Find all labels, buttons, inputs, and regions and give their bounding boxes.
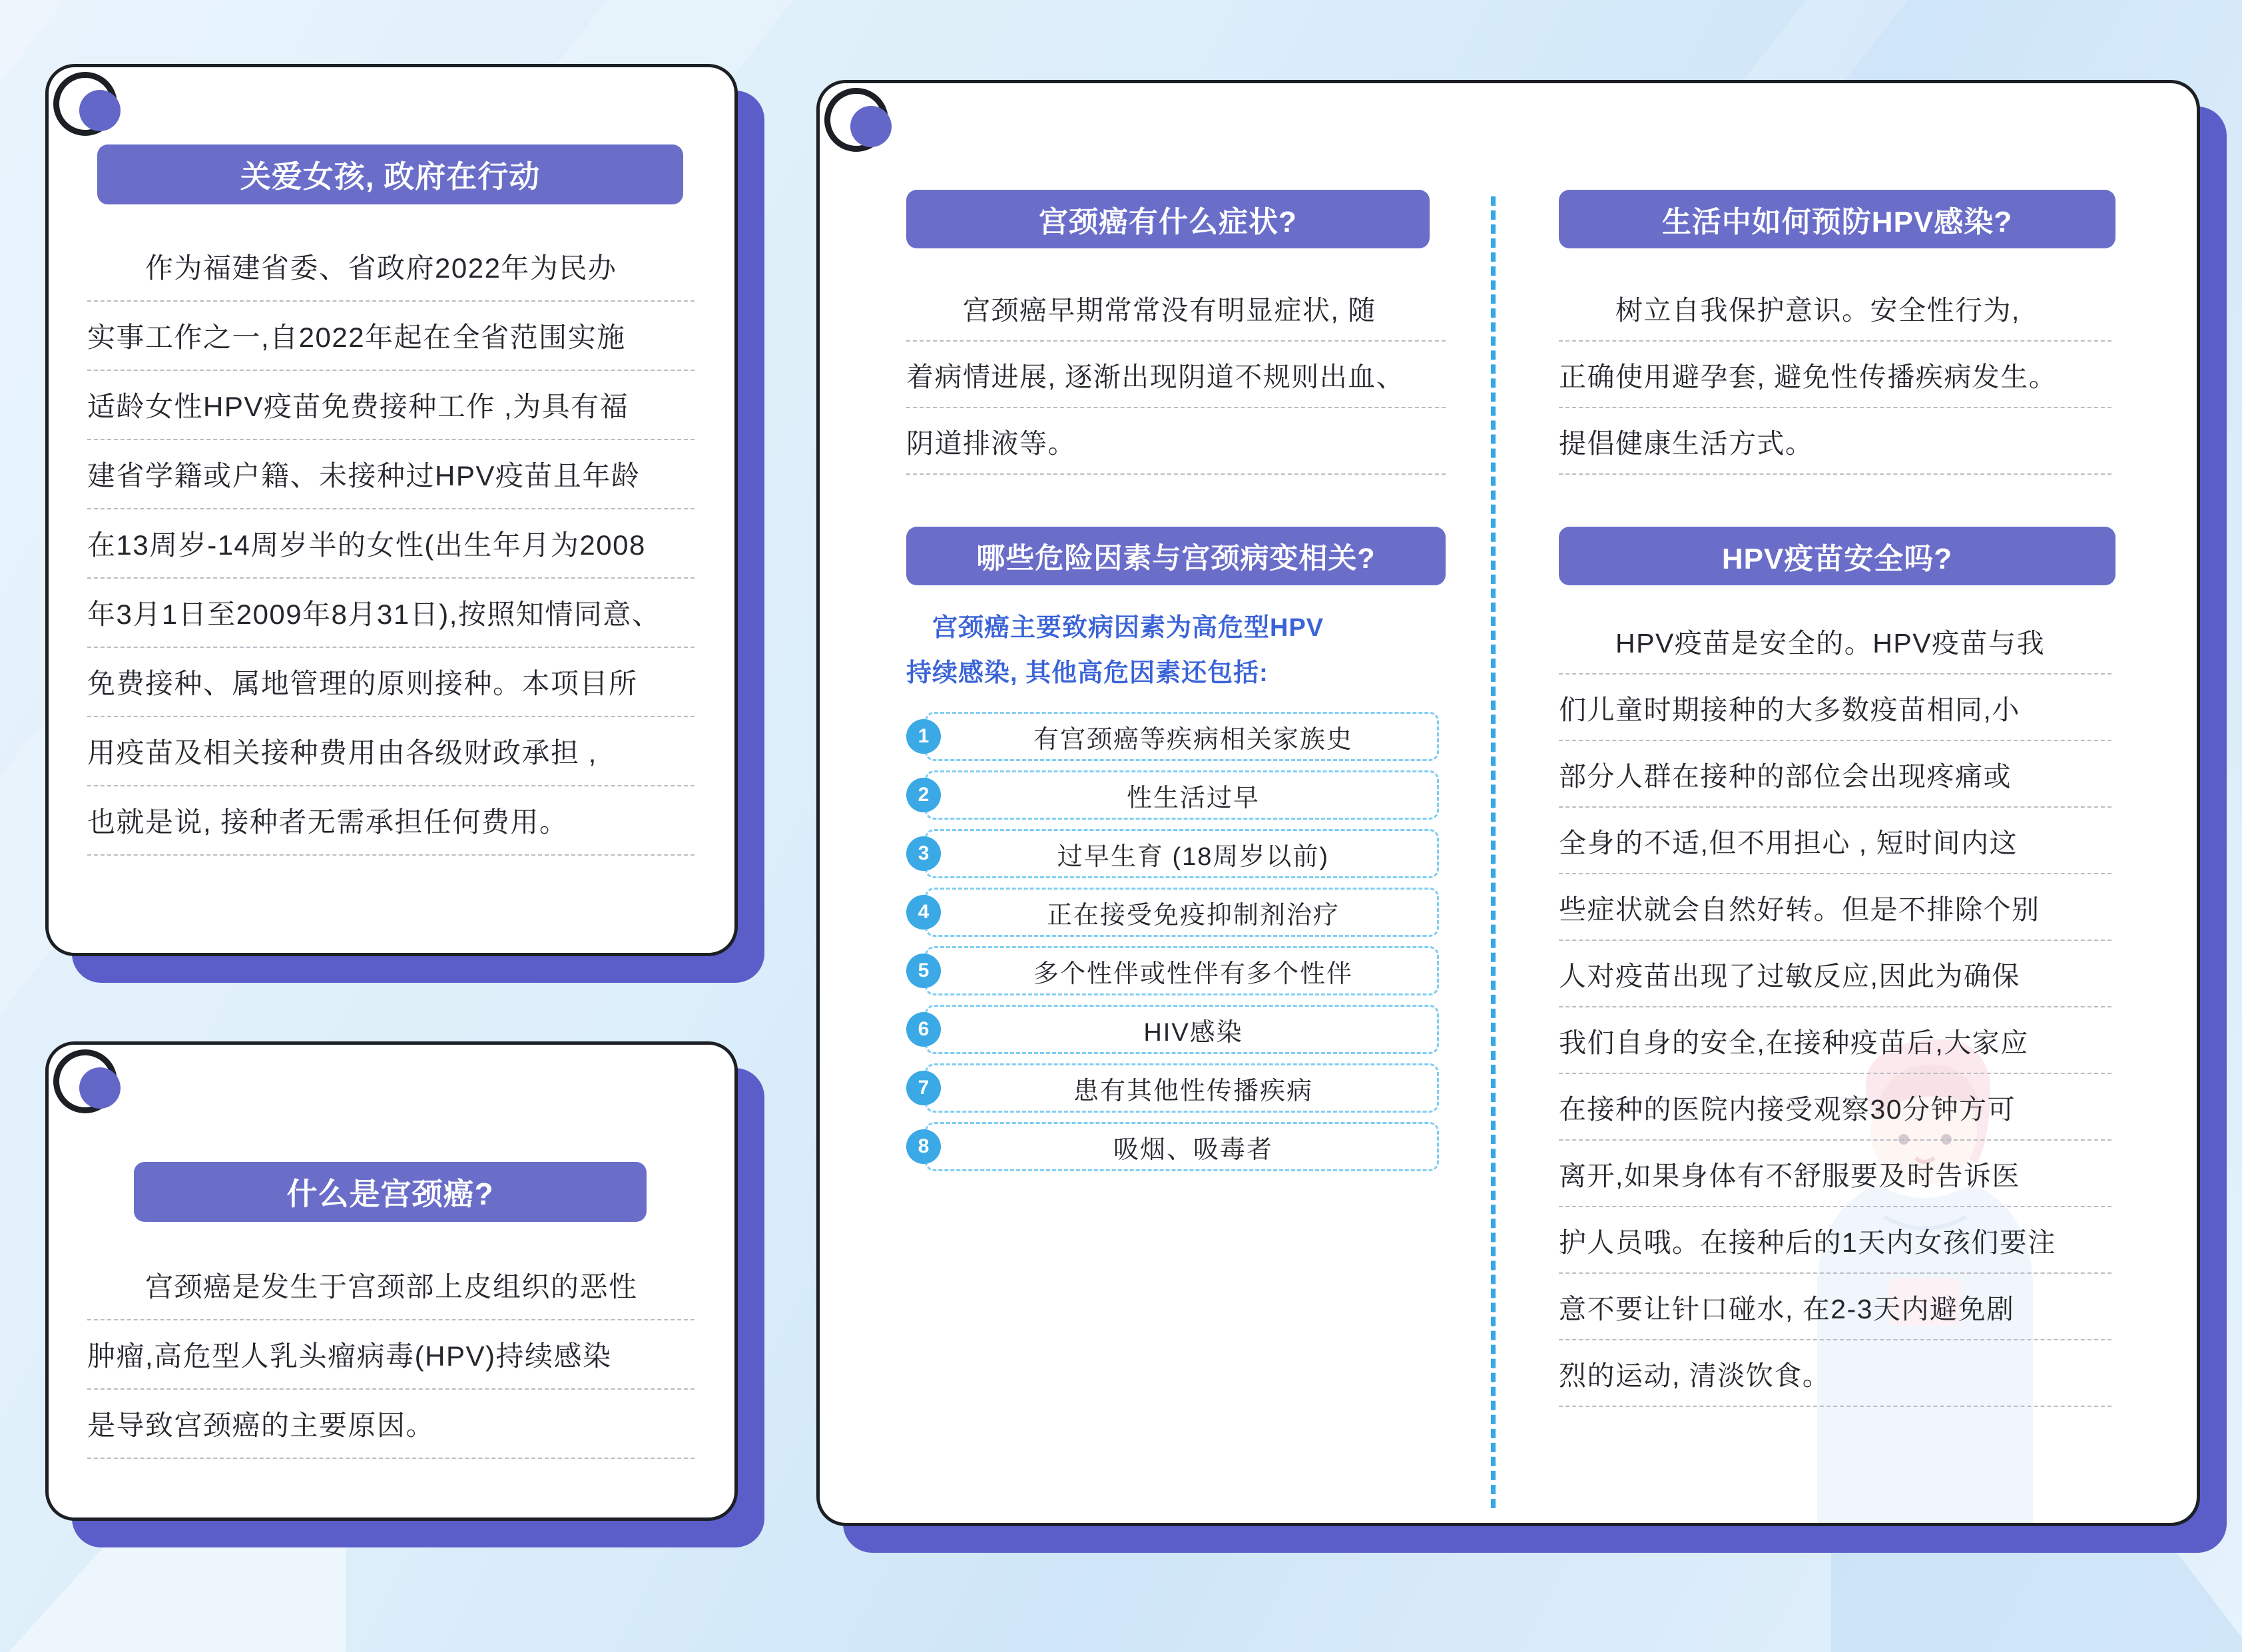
heading-risk-factors: 哪些危险因素与宫颈病变相关? — [906, 527, 1446, 585]
heading-what-is-cervical-cancer: 什么是宫颈癌? — [134, 1162, 647, 1222]
text-line: 意不要让针口碰水, 在2-3天内避免剧 — [1559, 1274, 2111, 1340]
list-text: HIV感染 — [925, 1005, 1439, 1054]
list-text: 吸烟、吸毒者 — [925, 1122, 1439, 1171]
body-government-action — [87, 232, 695, 856]
text-line: 宫颈癌是发生于宫颈部上皮组织的恶性 — [87, 1251, 695, 1320]
text-line: 正确使用避孕套, 避免性传播疾病发生。 — [1559, 342, 2111, 408]
card-government-action — [45, 64, 738, 956]
body-prevention — [1559, 275, 2111, 475]
heading-vaccine-safety: HPV疫苗安全吗? — [1559, 527, 2115, 585]
text-line: 在13周岁-14周岁半的女性(出生年月为2008 — [87, 509, 695, 579]
list-item — [906, 1063, 1439, 1113]
text-line: 阴道排液等。 — [906, 408, 1446, 475]
text-line: 免费接种、属地管理的原则接种。本项目所 — [87, 648, 695, 717]
heading-prevention: 生活中如何预防HPV感染? — [1559, 190, 2115, 248]
lead-line: 宫颈癌主要致病因素为高危型HPV — [906, 614, 1324, 642]
text-line: 实事工作之一,自2022年起在全省范围实施 — [87, 302, 695, 371]
list-item — [906, 1122, 1439, 1171]
text-line: 些症状就会自然好转。但是不排除个别 — [1559, 874, 2111, 941]
text-line: 是导致宫颈癌的主要原因。 — [87, 1390, 695, 1459]
binder-ring-icon — [53, 1049, 117, 1113]
list-text: 过早生育 (18周岁以前) — [925, 829, 1439, 878]
text-line: 人对疫苗出现了过敏反应,因此为确保 — [1559, 941, 2111, 1007]
column-divider — [1491, 196, 1496, 1508]
list-number: 4 — [906, 895, 941, 930]
text-line: HPV疫苗是安全的。HPV疫苗与我 — [1559, 608, 2111, 675]
list-number: 2 — [906, 778, 941, 812]
text-line: 全身的不适,但不用担心 , 短时间内这 — [1559, 808, 2111, 874]
text-line: 作为福建省委、省政府2022年为民办 — [87, 232, 695, 302]
text-line: 离开,如果身体有不舒服要及时告诉医 — [1559, 1141, 2111, 1207]
list-number: 5 — [906, 954, 941, 988]
list-number: 7 — [906, 1071, 941, 1105]
list-text: 有宫颈癌等疾病相关家族史 — [925, 712, 1439, 761]
list-text: 患有其他性传播疾病 — [925, 1063, 1439, 1113]
list-item — [906, 712, 1439, 761]
body-symptoms — [906, 275, 1446, 475]
text-line: 提倡健康生活方式。 — [1559, 408, 2111, 475]
list-item — [906, 1005, 1439, 1054]
list-number: 1 — [906, 719, 941, 754]
risk-factors-list — [906, 712, 1439, 1171]
text-line: 护人员哦。在接种后的1天内女孩们要注 — [1559, 1207, 2111, 1274]
list-item — [906, 946, 1439, 995]
text-line: 在接种的医院内接受观察30分钟方可 — [1559, 1074, 2111, 1141]
list-number: 6 — [906, 1012, 941, 1047]
text-line: 树立自我保护意识。安全性行为, — [1559, 275, 2111, 342]
faq-left-column — [906, 190, 1446, 1181]
list-item — [906, 829, 1439, 878]
text-line: 着病情进展, 逐渐出现阴道不规则出血、 — [906, 342, 1446, 408]
body-vaccine-safety — [1559, 608, 2111, 1407]
list-text: 多个性伴或性伴有多个性伴 — [925, 946, 1439, 995]
text-line: 也就是说, 接种者无需承担任何费用。 — [87, 786, 695, 856]
text-line: 们儿童时期接种的大多数疫苗相同,小 — [1559, 675, 2111, 741]
lead-line: 持续感染, 其他高危因素还包括: — [906, 659, 1268, 687]
text-line: 建省学籍或户籍、未接种过HPV疫苗且年龄 — [87, 440, 695, 509]
list-number: 3 — [906, 836, 941, 871]
risk-factors-lead — [906, 605, 1439, 696]
faq-right-column — [1559, 190, 2118, 1407]
binder-ring-dot — [850, 106, 892, 147]
text-line: 肿瘤,高危型人乳头瘤病毒(HPV)持续感染 — [87, 1320, 695, 1390]
list-item — [906, 770, 1439, 820]
list-number: 8 — [906, 1129, 941, 1164]
list-item — [906, 888, 1439, 937]
binder-ring-dot — [79, 90, 121, 131]
card-faq — [816, 80, 2200, 1526]
list-text: 性生活过早 — [925, 770, 1439, 820]
heading-symptoms: 宫颈癌有什么症状? — [906, 190, 1430, 248]
binder-ring-dot — [79, 1067, 121, 1109]
binder-ring-icon — [824, 88, 888, 152]
binder-ring-icon — [53, 72, 117, 136]
text-line: 我们自身的安全,在接种疫苗后,大家应 — [1559, 1007, 2111, 1074]
text-line: 宫颈癌早期常常没有明显症状, 随 — [906, 275, 1446, 342]
heading-government-action: 关爱女孩, 政府在行动 — [97, 144, 683, 204]
text-line: 适龄女性HPV疫苗免费接种工作 ,为具有福 — [87, 371, 695, 440]
list-text: 正在接受免疫抑制剂治疗 — [925, 888, 1439, 937]
text-line: 烈的运动, 清淡饮食。 — [1559, 1340, 2111, 1407]
text-line: 部分人群在接种的部位会出现疼痛或 — [1559, 741, 2111, 808]
text-line: 年3月1日至2009年8月31日),按照知情同意、 — [87, 579, 695, 648]
body-what-is-cervical-cancer — [87, 1251, 695, 1459]
text-line: 用疫苗及相关接种费用由各级财政承担 , — [87, 717, 695, 786]
card-what-is-cervical-cancer — [45, 1041, 738, 1521]
